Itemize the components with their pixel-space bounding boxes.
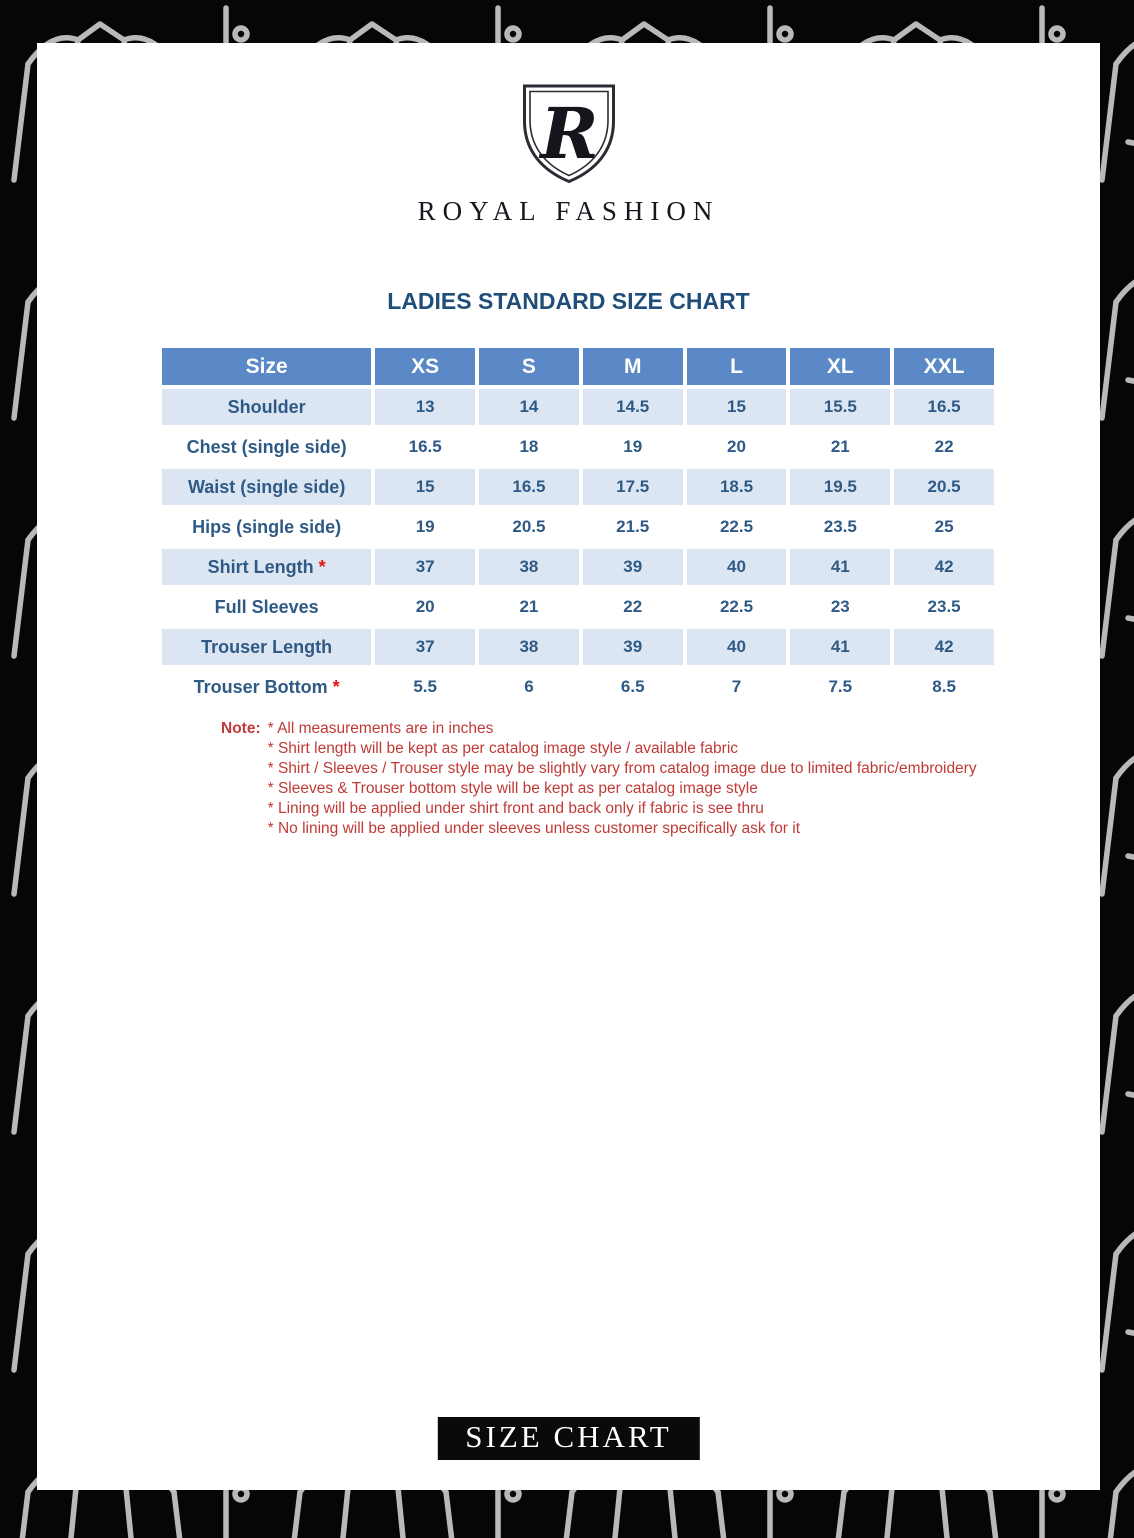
column-header-size: Size <box>162 348 371 385</box>
size-value-cell: 22 <box>894 429 994 465</box>
size-value-cell: 21 <box>479 589 579 625</box>
size-table-container <box>158 344 998 709</box>
row-label: Waist (single side) <box>162 469 371 505</box>
size-value-cell: 14.5 <box>583 389 683 425</box>
note-line: * Sleeves & Trouser bottom style will be kept as per catalog image style <box>267 780 758 797</box>
size-value-cell: 6 <box>479 669 579 705</box>
table-row <box>162 389 994 425</box>
asterisk-mark: * <box>313 556 326 577</box>
column-header-m: M <box>583 348 683 385</box>
size-value-cell: 20 <box>375 589 475 625</box>
size-value-cell: 40 <box>687 629 787 665</box>
column-header-s: S <box>479 348 579 385</box>
size-value-cell: 39 <box>583 549 683 585</box>
size-value-cell: 16.5 <box>894 389 994 425</box>
row-label: Shirt Length * <box>162 549 371 585</box>
note-line: * No lining will be applied under sleeves unless customer specifically ask for it <box>267 820 801 837</box>
size-value-cell: 42 <box>894 629 994 665</box>
page <box>37 43 1100 1490</box>
size-value-cell: 23.5 <box>894 589 994 625</box>
column-header-l: L <box>687 348 787 385</box>
size-value-cell: 16.5 <box>375 429 475 465</box>
size-value-cell: 21.5 <box>583 509 683 545</box>
size-value-cell: 5.5 <box>375 669 475 705</box>
row-label: Shoulder <box>162 389 371 425</box>
size-value-cell: 41 <box>790 549 890 585</box>
size-value-cell: 39 <box>583 629 683 665</box>
size-value-cell: 19.5 <box>790 469 890 505</box>
size-value-cell: 7.5 <box>790 669 890 705</box>
size-value-cell: 38 <box>479 549 579 585</box>
table-row <box>162 509 994 545</box>
size-value-cell: 7 <box>687 669 787 705</box>
note-items <box>268 719 977 839</box>
size-value-cell: 18 <box>479 429 579 465</box>
row-label: Chest (single side) <box>162 429 371 465</box>
note-line: * Shirt length will be kept as per catalog image style / available fabric <box>267 740 739 757</box>
table-row <box>162 469 994 505</box>
size-chart-banner: SIZE CHART <box>437 1417 699 1460</box>
size-value-cell: 20.5 <box>894 469 994 505</box>
notes-section <box>221 719 977 839</box>
asterisk-mark: * <box>327 676 340 697</box>
page-title: LADIES STANDARD SIZE CHART <box>387 288 750 314</box>
size-table <box>158 344 998 709</box>
column-header-xl: XL <box>790 348 890 385</box>
shield-logo-icon <box>519 81 618 185</box>
size-value-cell: 37 <box>375 549 475 585</box>
size-value-cell: 20 <box>687 429 787 465</box>
size-value-cell: 15 <box>687 389 787 425</box>
size-value-cell: 22.5 <box>687 589 787 625</box>
logo-monogram: R <box>539 92 599 175</box>
size-value-cell: 17.5 <box>583 469 683 505</box>
table-row <box>162 549 994 585</box>
size-value-cell: 15 <box>375 469 475 505</box>
size-value-cell: 16.5 <box>479 469 579 505</box>
size-value-cell: 41 <box>790 629 890 665</box>
size-value-cell: 23.5 <box>790 509 890 545</box>
size-value-cell: 21 <box>790 429 890 465</box>
row-label: Full Sleeves <box>162 589 371 625</box>
size-value-cell: 6.5 <box>583 669 683 705</box>
note-label: Note: <box>221 720 261 737</box>
size-value-cell: 15.5 <box>790 389 890 425</box>
size-value-cell: 42 <box>894 549 994 585</box>
column-header-xs: XS <box>375 348 475 385</box>
column-header-xxl: XXL <box>894 348 994 385</box>
size-value-cell: 40 <box>687 549 787 585</box>
row-label: Trouser Length <box>162 629 371 665</box>
row-label: Trouser Bottom * <box>162 669 371 705</box>
size-value-cell: 22 <box>583 589 683 625</box>
size-value-cell: 13 <box>375 389 475 425</box>
size-value-cell: 37 <box>375 629 475 665</box>
size-value-cell: 14 <box>479 389 579 425</box>
size-value-cell: 38 <box>479 629 579 665</box>
table-row <box>162 429 994 465</box>
table-row <box>162 589 994 625</box>
size-value-cell: 8.5 <box>894 669 994 705</box>
size-value-cell: 18.5 <box>687 469 787 505</box>
note-line: * Shirt / Sleeves / Trouser style may be slightly vary from catalog image due to limited fabric/embroidery <box>267 760 977 777</box>
table-header-row <box>162 348 994 385</box>
size-value-cell: 25 <box>894 509 994 545</box>
table-row <box>162 669 994 705</box>
size-value-cell: 19 <box>375 509 475 545</box>
brand-name: ROYAL FASHION <box>417 196 720 226</box>
size-value-cell: 23 <box>790 589 890 625</box>
size-value-cell: 19 <box>583 429 683 465</box>
note-line: * Lining will be applied under shirt front and back only if fabric is see thru <box>267 800 764 817</box>
row-label: Hips (single side) <box>162 509 371 545</box>
size-value-cell: 22.5 <box>687 509 787 545</box>
table-row <box>162 629 994 665</box>
size-value-cell: 20.5 <box>479 509 579 545</box>
note-line: * All measurements are in inches <box>267 720 494 737</box>
